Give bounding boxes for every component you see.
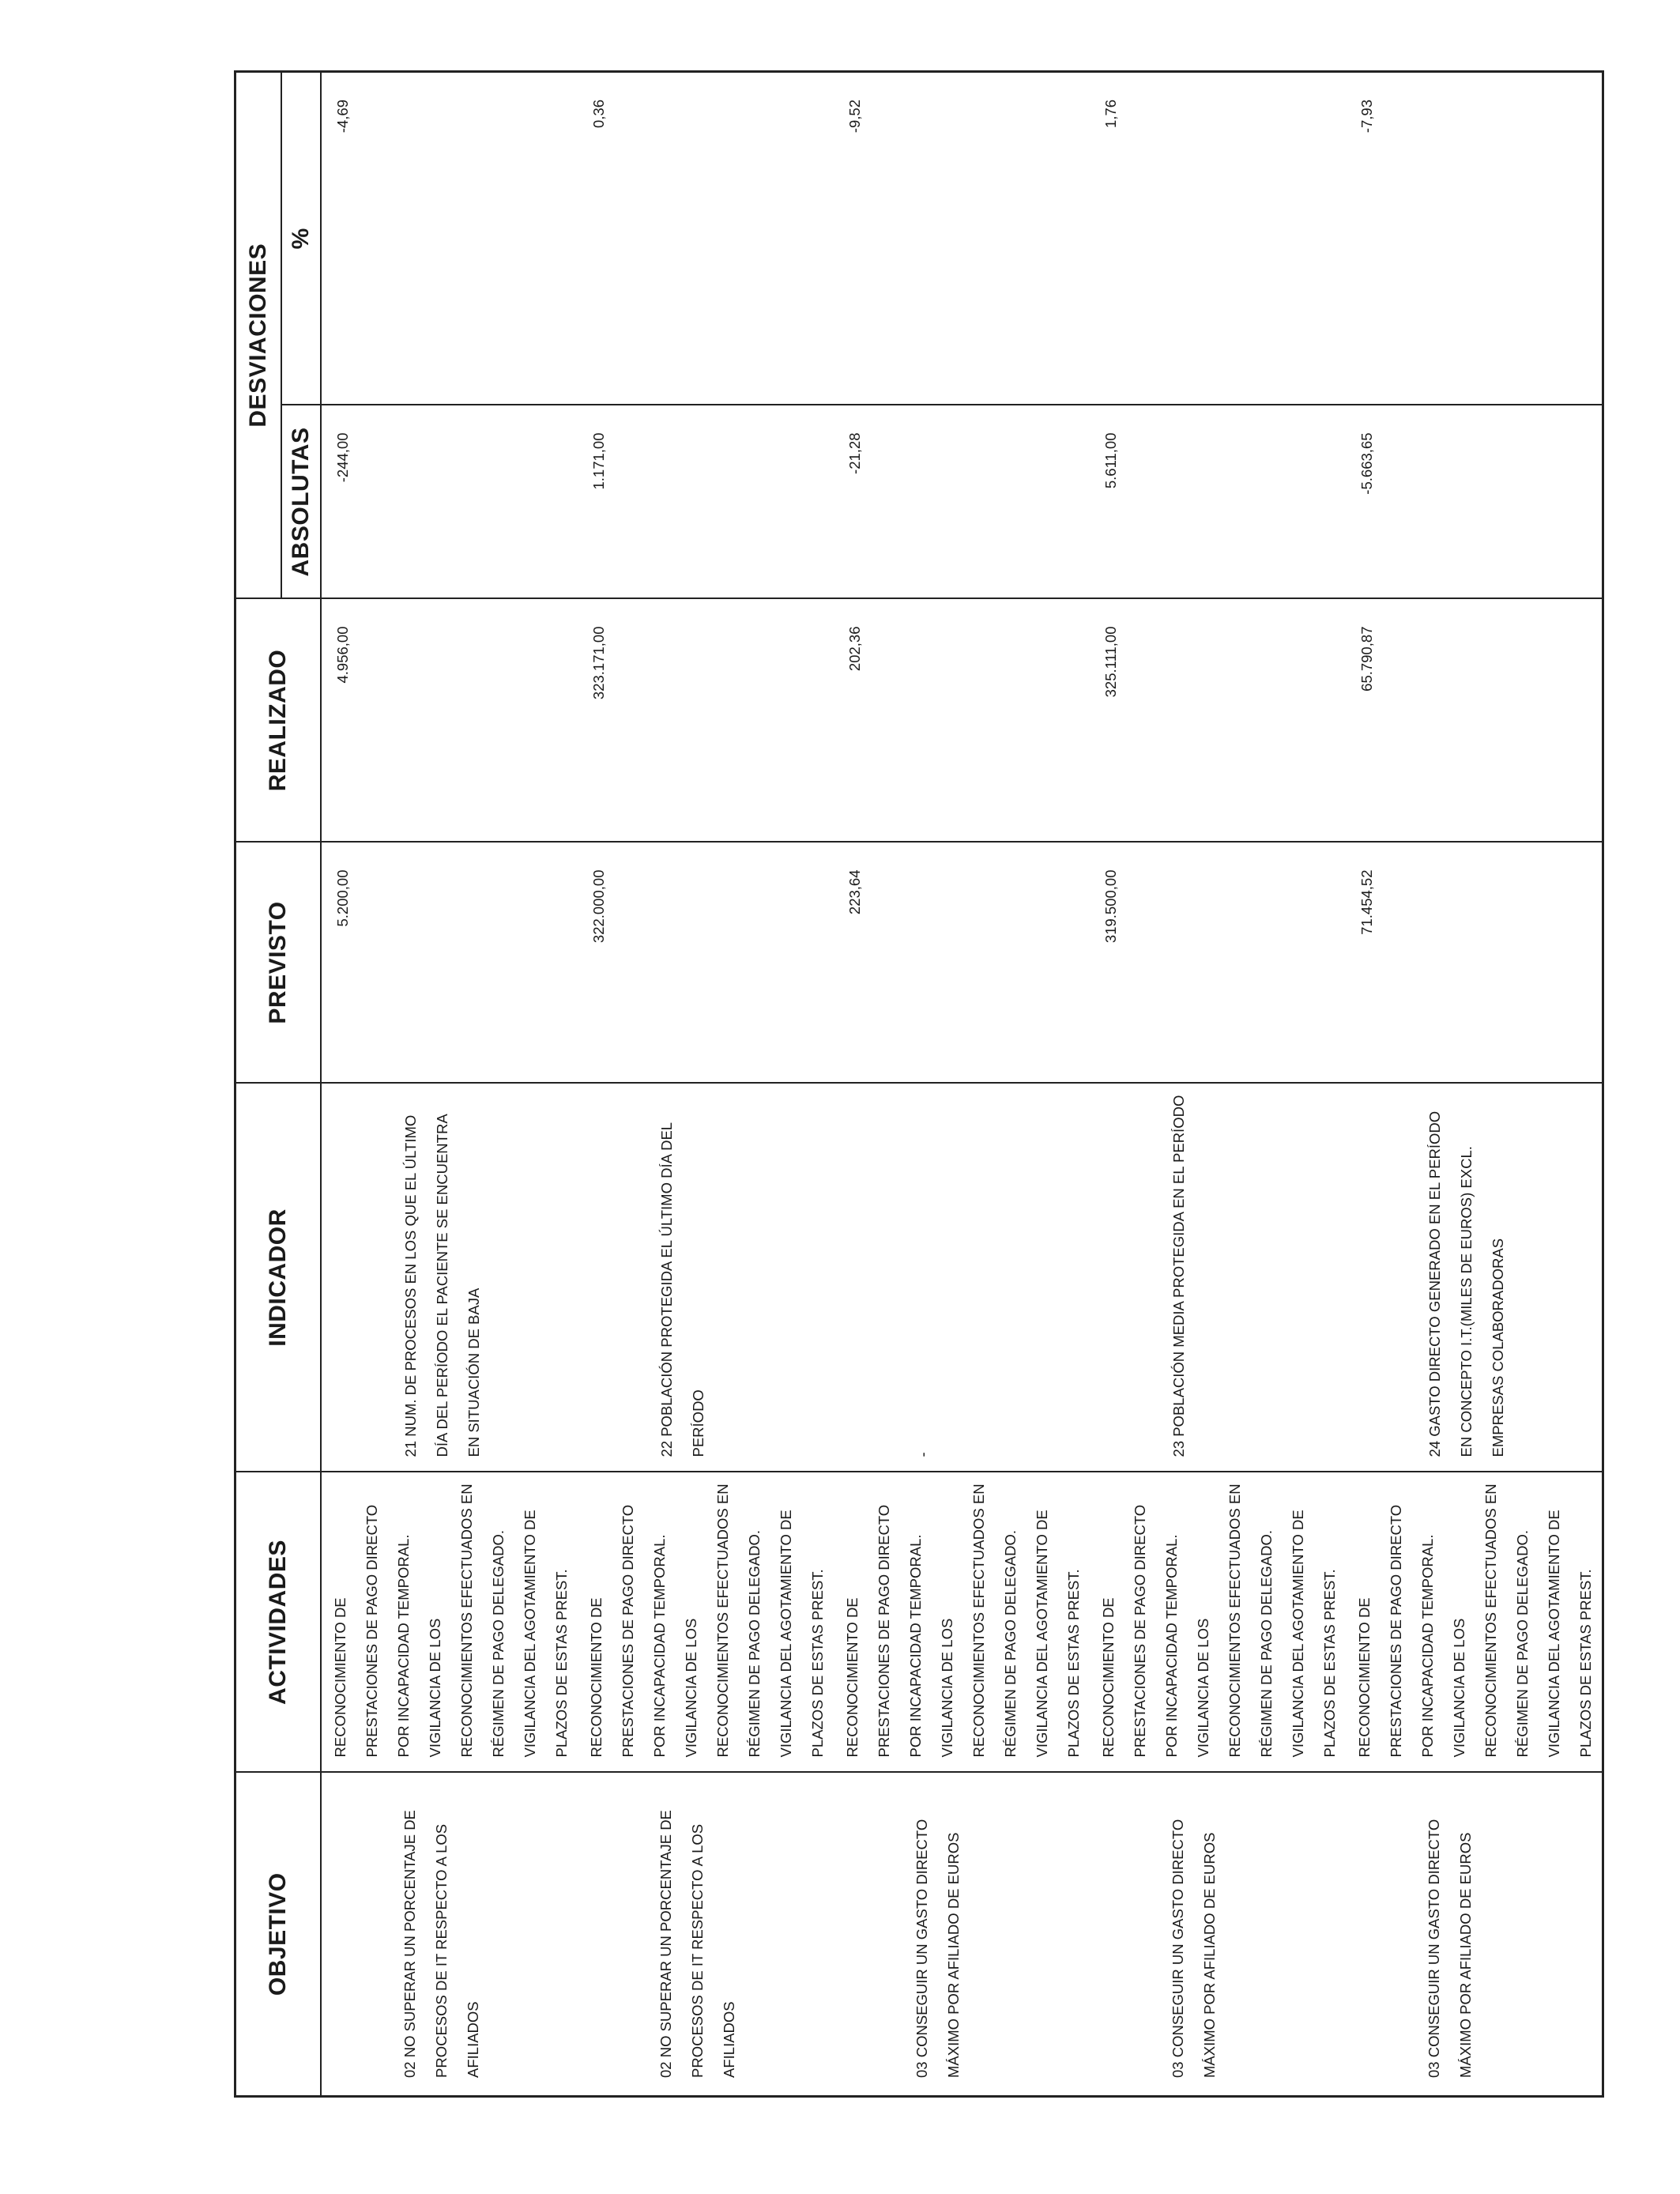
realizado-value: 65.790,87	[1358, 626, 1375, 692]
cell-indicador	[1090, 1084, 1346, 1472]
previsto-value: 322.000,00	[590, 869, 607, 944]
cell-indicador	[321, 1084, 578, 1472]
header-row	[235, 72, 281, 2097]
header-realizado: REALIZADO	[235, 599, 321, 843]
objetivo-text: 03 CONSEGUIR UN GASTO DIRECTO MÁXIMO POR AFILIADO DE EUROS	[1425, 1819, 1474, 2078]
indicador-text: 21 NUM. DE PROCESOS EN LOS QUE EL ÚLTIMO DÍA DEL PERÍODO EL PACIENTE SE ENCUENTRA EN SITUACIÓN DE BAJA	[401, 1114, 482, 1457]
cell-porcentaje	[1346, 72, 1603, 405]
absolutas-value: -5.663,65	[1358, 432, 1375, 495]
cell-porcentaje	[321, 72, 578, 405]
table-row	[1090, 72, 1346, 2097]
previsto-value: 319.500,00	[1102, 869, 1119, 944]
actividades-text: RECONOCIMIENTO DE PRESTACIONES DE PAGO DIRECTO POR INCAPACIDAD TEMPORAL. VIGILANCIA DE LOS RECONOCIMIENTOS EFECTUADOS EN RÉGIMEN DE PAGO DELEGADO. VIGILANCIA DEL AGOTAMIENTO DE PLAZOS DE ESTAS PREST.	[587, 1483, 826, 1758]
objetivo-text: 03 CONSEGUIR UN GASTO DIRECTO MÁXIMO POR AFILIADO DE EUROS	[1169, 1819, 1218, 2078]
cell-absolutas	[834, 405, 1090, 599]
cell-actividades	[578, 1472, 834, 1773]
indicador-text: 23 POBLACIÓN MEDIA PROTEGIDA EN EL PERÍODO	[1170, 1095, 1187, 1457]
cell-absolutas	[1090, 405, 1346, 599]
actividades-text: RECONOCIMIENTO DE PRESTACIONES DE PAGO DIRECTO POR INCAPACIDAD TEMPORAL. VIGILANCIA DE LOS RECONOCIMIENTOS EFECTUADOS EN RÉGIMEN DE PAGO DELEGADO. VIGILANCIA DEL AGOTAMIENTO DE PLAZOS DE ESTAS PREST.	[331, 1483, 570, 1758]
cell-previsto	[834, 843, 1090, 1084]
cell-previsto	[321, 843, 578, 1084]
cell-realizado	[321, 599, 578, 843]
cell-realizado	[1090, 599, 1346, 843]
cell-objetivo	[321, 1773, 578, 2097]
porcentaje-value: -4,69	[333, 100, 351, 134]
cell-realizado	[834, 599, 1090, 843]
cell-porcentaje	[578, 72, 834, 405]
absolutas-value: -21,28	[846, 432, 863, 474]
cell-indicador	[834, 1084, 1090, 1472]
indicador-text: 22 POBLACIÓN PROTEGIDA EL ÚLTIMO DÍA DEL PERÍODO	[657, 1122, 706, 1457]
cell-actividades	[834, 1472, 1090, 1773]
cell-previsto	[1090, 843, 1346, 1084]
cell-actividades	[1090, 1472, 1346, 1773]
cell-absolutas	[321, 405, 578, 599]
cell-realizado	[578, 599, 834, 843]
cell-indicador	[578, 1084, 834, 1472]
absolutas-value: -244,00	[333, 432, 351, 483]
previsto-value: 5.200,00	[333, 869, 351, 927]
realizado-value: 323.171,00	[590, 626, 607, 700]
previsto-value: 71.454,52	[1358, 869, 1375, 935]
objetivo-text: 02 NO SUPERAR UN PORCENTAJE DE PROCESOS DE IT RESPECTO A LOS AFILIADOS	[657, 1810, 737, 2078]
cell-objetivo	[1346, 1773, 1603, 2097]
cell-actividades	[1346, 1472, 1603, 1773]
cell-objetivo	[578, 1773, 834, 2097]
realizado-value: 4.956,00	[333, 626, 351, 684]
table-row	[834, 72, 1090, 2097]
cell-actividades	[321, 1472, 578, 1773]
actividades-text: RECONOCIMIENTO DE PRESTACIONES DE PAGO DIRECTO POR INCAPACIDAD TEMPORAL. VIGILANCIA DE LOS RECONOCIMIENTOS EFECTUADOS EN RÉGIMEN DE PAGO DELEGADO. VIGILANCIA DEL AGOTAMIENTO DE PLAZOS DE ESTAS PREST.	[1099, 1483, 1338, 1758]
cell-previsto	[578, 843, 834, 1084]
header-indicador: INDICADOR	[235, 1084, 321, 1472]
header-actividades: ACTIVIDADES	[235, 1472, 321, 1773]
absolutas-value: 1.171,00	[590, 432, 607, 490]
indicador-text: -	[913, 1452, 931, 1457]
objetivo-text: 02 NO SUPERAR UN PORCENTAJE DE PROCESOS DE IT RESPECTO A LOS AFILIADOS	[401, 1810, 481, 2078]
porcentaje-value: 1,76	[1102, 100, 1119, 129]
actividades-text: RECONOCIMIENTO DE PRESTACIONES DE PAGO DIRECTO POR INCAPACIDAD TEMPORAL. VIGILANCIA DE LOS RECONOCIMIENTOS EFECTUADOS EN RÉGIMEN DE PAGO DELEGADO. VIGILANCIA DEL AGOTAMIENTO DE PLAZOS DE ESTAS PREST.	[843, 1483, 1082, 1758]
cell-absolutas	[1346, 405, 1603, 599]
cell-absolutas	[578, 405, 834, 599]
porcentaje-value: 0,36	[590, 100, 607, 129]
header-porcentaje: %	[281, 72, 321, 405]
header-absolutas: ABSOLUTAS	[281, 405, 321, 599]
cell-indicador	[1346, 1084, 1603, 1472]
indicador-text: 24 GASTO DIRECTO GENERADO EN EL PERÍODO EN CONCEPTO I.T.(MILES DE EUROS) EXCL. EMPRESAS COLABORADORAS	[1426, 1110, 1506, 1457]
table-row	[1346, 72, 1603, 2097]
table-row	[321, 72, 578, 2097]
porcentaje-value: -7,93	[1358, 100, 1375, 134]
porcentaje-value: -9,52	[846, 100, 863, 134]
objectives-table	[234, 70, 1604, 2098]
absolutas-value: 5.611,00	[1102, 432, 1119, 489]
table-row	[578, 72, 834, 2097]
header-objetivo: OBJETIVO	[235, 1773, 321, 2097]
cell-realizado	[1346, 599, 1603, 843]
cell-objetivo	[834, 1773, 1090, 2097]
cell-porcentaje	[1090, 72, 1346, 405]
objetivo-text: 03 CONSEGUIR UN GASTO DIRECTO MÁXIMO POR AFILIADO DE EUROS	[913, 1819, 962, 2078]
cell-previsto	[1346, 843, 1603, 1084]
previsto-value: 223,64	[846, 869, 863, 915]
cell-objetivo	[1090, 1773, 1346, 2097]
cell-porcentaje	[834, 72, 1090, 405]
header-desviaciones: DESVIACIONES	[235, 72, 281, 599]
header-previsto: PREVISTO	[235, 843, 321, 1084]
actividades-text: RECONOCIMIENTO DE PRESTACIONES DE PAGO DIRECTO POR INCAPACIDAD TEMPORAL. VIGILANCIA DE LOS RECONOCIMIENTOS EFECTUADOS EN RÉGIMEN DE PAGO DELEGADO. VIGILANCIA DEL AGOTAMIENTO DE PLAZOS DE ESTAS PREST.	[1355, 1483, 1594, 1758]
realizado-value: 325.111,00	[1102, 626, 1119, 698]
realizado-value: 202,36	[846, 626, 863, 672]
